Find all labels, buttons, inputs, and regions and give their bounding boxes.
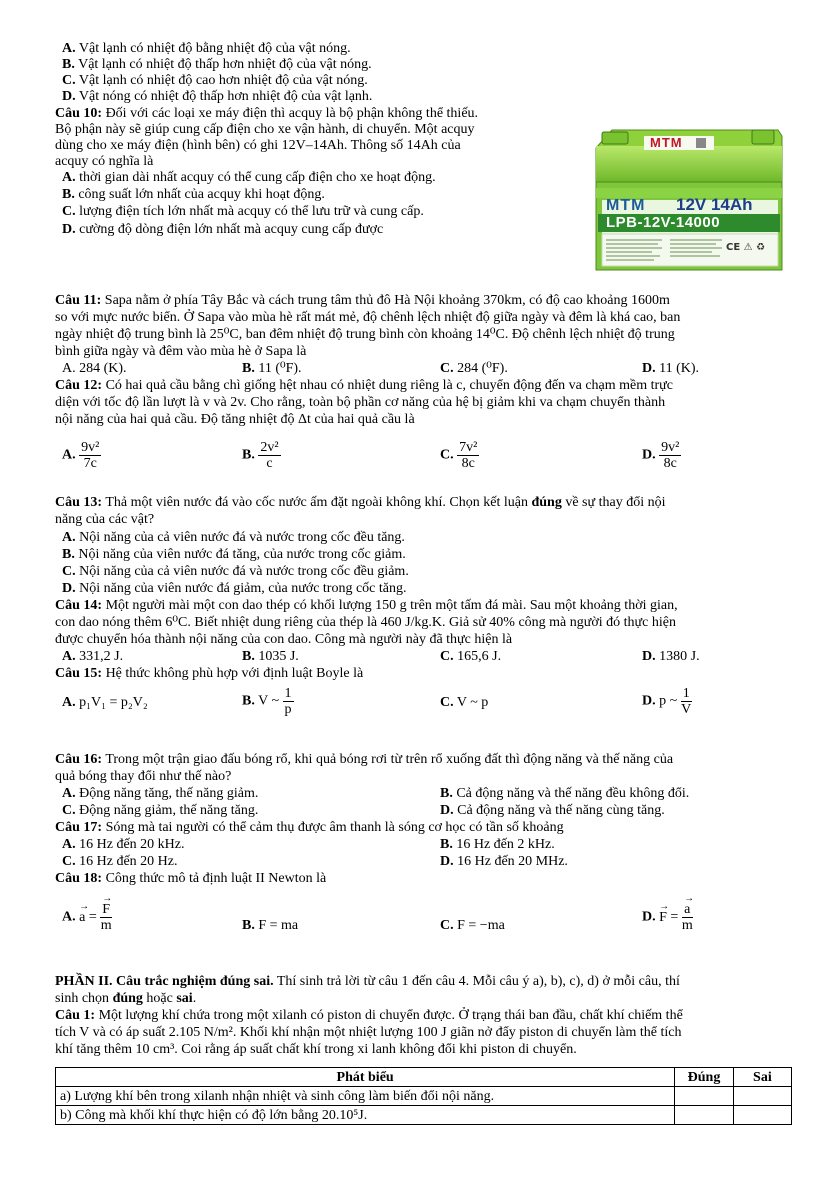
q11-option-a: A. 284 (K). (62, 361, 127, 376)
battery-brand: MTM (606, 197, 646, 214)
q9-option-a: A. Vật lạnh có nhiệt độ bằng nhiệt độ của vật nóng. (62, 41, 351, 56)
q10-stem-line4: acquy có nghĩa là (55, 154, 154, 169)
q9-option-c: C. Vật lạnh có nhiệt độ cao hơn nhiệt độ của vật nóng. (62, 73, 368, 88)
q16-stem-line1: Câu 16: Trong một trận giao đấu bóng rổ, khi quả bóng rơi từ trên rổ xuống đất thì động năng và thế năng của (55, 752, 674, 767)
q14-option-b: B. 1035 J. (242, 649, 299, 664)
q15-option-b: B. V ~ $\frac{1}{p}$ (242, 686, 292, 717)
q18-option-c: C. F = −ma (440, 918, 505, 933)
battery-brand-top: MTM (650, 135, 683, 150)
q12-stem-line2: diện với tốc độ lần lượt là v và 2v. Cho rằng, toàn bộ phần cơ năng của hệ bị giảm khi va chạm chuyển thành (55, 395, 666, 410)
q12-option-b: B. $\frac{\text{2v²}}{c}$ (242, 440, 279, 471)
q14-stem-line2: con dao nóng thêm 6⁰C. Biết nhiệt dung riêng của thép là 460 J/kg.K. Giả sử 40% công mà người đó thực hiện (55, 615, 676, 630)
battery-model: LPB-12V-14000 (606, 214, 721, 231)
table-row (56, 1087, 792, 1106)
q17-option-c: C. 16 Hz đến 20 Hz. (62, 854, 178, 869)
q16-stem-line2: quả bóng thay đổi như thế nào? (55, 769, 232, 784)
q10-stem-line3: dùng cho xe máy điện (hình bên) có ghi 12V–14Ah. Thông số 14Ah của (55, 138, 461, 153)
answer-false-a[interactable] (733, 1087, 791, 1106)
q15-option-a: A. p₁V₁ = p₂V₂ (62, 695, 148, 710)
header-true: Đúng (675, 1068, 734, 1087)
q13-option-b: B. Nội năng của viên nước đá tăng, của nước trong cốc giảm. (62, 547, 406, 562)
q16-option-d: D. Cả động năng và thế năng cùng tăng. (440, 803, 665, 818)
q14-option-a: A. 331,2 J. (62, 649, 124, 664)
q13-option-d: D. Nội năng của viên nước đá giảm, của nước trong cốc tăng. (62, 581, 407, 596)
q18-option-a: A. → a = → $\frac{F}{m}$ (62, 902, 112, 933)
battery-rating: 12V 14Ah (676, 195, 753, 214)
q17-option-b: B. 16 Hz đến 2 kHz. (440, 837, 555, 852)
q13-stem-line1: Câu 13: Thả một viên nước đá vào cốc nước ấm đặt ngoài không khí. Chọn kết luận đúng về sự thay đổi nội (55, 495, 666, 510)
q10-option-a: A. thời gian dài nhất acquy có thể cung cấp điện cho xe hoạt động. (62, 170, 436, 185)
q9-option-b: B. Vật lạnh có nhiệt độ thấp hơn nhiệt độ của vật nóng. (62, 57, 372, 72)
q16-option-c: C. Động năng giảm, thế năng tăng. (62, 803, 259, 818)
q17-option-d: D. 16 Hz đến 20 MHz. (440, 854, 568, 869)
answer-false-b[interactable] (733, 1106, 791, 1125)
q17-option-a: A. 16 Hz đến 20 kHz. (62, 837, 185, 852)
q15-stem: Câu 15: Hệ thức không phù hợp với định luật Boyle là (55, 666, 364, 681)
q15-option-c: C. V ~ p (440, 695, 489, 710)
q18-option-b: B. F = ma (242, 918, 299, 933)
header-statement: Phát biểu (56, 1068, 675, 1087)
part2-q1-line2: tích V và có áp suất 2.105 N/m². Khối khí nhận một nhiệt lượng 100 J giãn nở đẩy piston di chuyển làm thể tích (55, 1025, 682, 1040)
q11-option-b: B. 11 (⁰F). (242, 361, 302, 376)
q9-option-d: D. Vật nóng có nhiệt độ thấp hơn nhiệt độ của vật lạnh. (62, 89, 373, 104)
q18-option-d: D. → F = → $\frac{a}{m}$ (642, 902, 693, 933)
battery-certification-marks: CE ⚠ ♻ (726, 242, 766, 253)
q11-stem-line3: ngày nhiệt độ trung bình là 25⁰C, ban đêm nhiệt độ trung bình còn khoảng 14⁰C. Độ chênh lệch nhiệt độ trung (55, 327, 675, 342)
q12-option-a: A. $\frac{\text{9v²}}{7c}$ (62, 440, 100, 471)
part2-heading: PHẦN II. Câu trắc nghiệm đúng sai. Thí sinh trả lời từ câu 1 đến câu 4. Mỗi câu ý a), b), c), d) ở mỗi câu, thí (55, 974, 680, 989)
q14-option-d: D. 1380 J. (642, 649, 700, 664)
q18-stem: Câu 18: Công thức mô tả định luật II Newton là (55, 871, 327, 886)
q11-option-d: D. 11 (K). (642, 361, 700, 376)
q12-stem-line1: Câu 12: Có hai quả cầu bằng chì giống hệt nhau có nhiệt dung riêng là c, chuyển động đến va chạm mềm trực (55, 378, 673, 393)
q12-option-d: D. $\frac{\text{9v²}}{8c}$ (642, 440, 680, 471)
q13-option-a: A. Nội năng của cả viên nước đá và nước trong cốc đều tăng. (62, 530, 405, 545)
q11-option-c: C. 284 (⁰F). (440, 361, 508, 376)
table-row (56, 1106, 792, 1125)
battery-image (592, 122, 784, 272)
q14-stem-line1: Câu 14: Một người mài một con dao thép có khối lượng 150 g trên một tấm đá mài. Sau một khoảng thời gian, (55, 598, 678, 613)
q15-option-d: D. p ~ $\frac{1}{V}$ (642, 686, 692, 717)
q12-stem-line3: nội năng của hai quả cầu. Độ tăng nhiệt độ Δt của hai quả cầu là (55, 412, 415, 427)
q13-option-c: C. Nội năng của cả viên nước đá và nước trong cốc đều giảm. (62, 564, 409, 579)
q17-stem: Câu 17: Sóng mà tai người có thể cảm thụ được âm thanh là sóng cơ học có tần số khoảng (55, 820, 564, 835)
q12-option-c: C. $\frac{\text{7v²}}{8c}$ (440, 440, 478, 471)
statement-a: a) Lượng khí bên trong xilanh nhận nhiệt và sinh công làm biến đổi nội năng. (56, 1087, 675, 1106)
q13-stem-line2: năng của các vật? (55, 512, 155, 527)
q14-option-c: C. 165,6 J. (440, 649, 502, 664)
header-false: Sai (733, 1068, 791, 1087)
q10-option-c: C. lượng điện tích lớn nhất mà acquy có thể lưu trữ và cung cấp. (62, 204, 424, 219)
q10-option-d: D. cường độ dòng điện lớn nhất mà acquy cung cấp được (62, 222, 384, 237)
q16-option-a: A. Động năng tăng, thế năng giảm. (62, 786, 259, 801)
statement-b: b) Công mà khối khí thực hiện có độ lớn bằng 20.10⁵J. (56, 1106, 675, 1125)
answer-true-b[interactable] (675, 1106, 734, 1125)
part2-intro-line2: sinh chọn đúng hoặc sai. (55, 991, 197, 1006)
answer-true-a[interactable] (675, 1087, 734, 1106)
part2-q1-line1: Câu 1: Một lượng khí chứa trong một xilanh có piston di chuyển được. Ở trạng thái ban đầu, chất khí chiếm thể (55, 1008, 683, 1023)
q10-stem-line1: Câu 10: Đối với các loại xe máy điện thì acquy là bộ phận không thể thiếu. (55, 106, 479, 121)
q11-stem-line1: Câu 11: Sapa nằm ở phía Tây Bắc và cách trung tâm thủ đô Hà Nội khoảng 370km, có độ cao khoảng 1600m (55, 293, 670, 308)
part2-q1-line3: khí tăng thêm 10 cm³. Coi rằng áp suất chất khí trong xi lanh không đổi khi piston di chuyển. (55, 1042, 577, 1057)
q16-option-b: B. Cả động năng và thế năng đều không đổi. (440, 786, 690, 801)
q14-stem-line3: được chuyển hóa thành nội năng của con dao. Công mà người này đã thực hiện là (55, 632, 513, 647)
q10-stem-line2: Bộ phận này sẽ giúp cung cấp điện cho xe vận hành, di chuyển. Một acquy (55, 122, 475, 137)
q10-option-b: B. công suất lớn nhất của acquy khi hoạt động. (62, 187, 325, 202)
table-header-row (56, 1068, 792, 1087)
true-false-table (55, 1067, 792, 1125)
q11-stem-line2: so với mực nước biển. Ở Sapa vào mùa hè rất mát mẻ, độ chênh lệch nhiệt độ giữa ngày và đêm là khá cao, ban (55, 310, 681, 325)
q11-stem-line4: bình giữa ngày và đêm vào mùa hè ở Sapa là (55, 344, 307, 359)
